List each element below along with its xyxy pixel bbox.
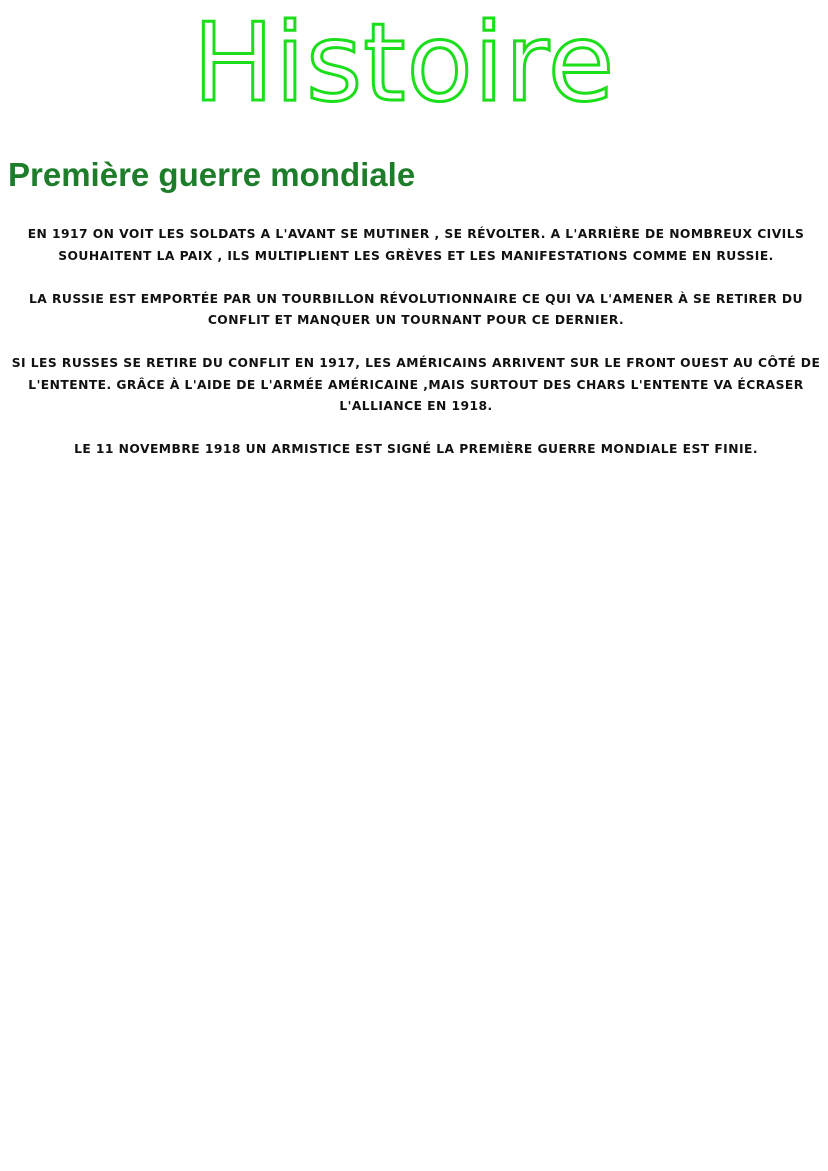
body-text: [8, 224, 824, 482]
section-title: Première guerre mondiale: [8, 156, 416, 193]
paragraph-3: SI LES RUSSES SE RETIRE DU CONFLIT EN 1917, LES AMÉRICAINS ARRIVENT SUR LE FRONT OUEST AU CÔTÉ DE L'ENTENTE. GRÂCE À L'AIDE DE L'ARMÉE AMÉRICAINE ,MAIS SURTOUT DES CHARS L'ENTENTE VA ÉCRASER L'ALLIANCE EN 1918.: [11, 356, 821, 413]
paragraph-1: EN 1917 ON VOIT LES SOLDATS A L'AVANT SE MUTINER , SE RÉVOLTER. A L'ARRIÈRE DE NOMBREUX CIVILS SOUHAITENT LA PAIX , ILS MULTIPLIENT LES GRÈVES ET LES MANIFESTATIONS COMME EN RUSSIE.: [27, 227, 805, 263]
paragraph-2: LA RUSSIE EST EMPORTÉE PAR UN TOURBILLON RÉVOLUTIONNAIRE CE QUI VA L'AMENER À SE RETIRER DU CONFLIT ET MANQUER UN TOURNANT POUR CE DERNIER.: [29, 291, 803, 327]
page-title: Histoire: [192, 1, 616, 126]
paragraph-4: LE 11 NOVEMBRE 1918 UN ARMISTICE EST SIGNÉ LA PREMIÈRE GUERRE MONDIALE EST FINIE.: [74, 442, 758, 456]
